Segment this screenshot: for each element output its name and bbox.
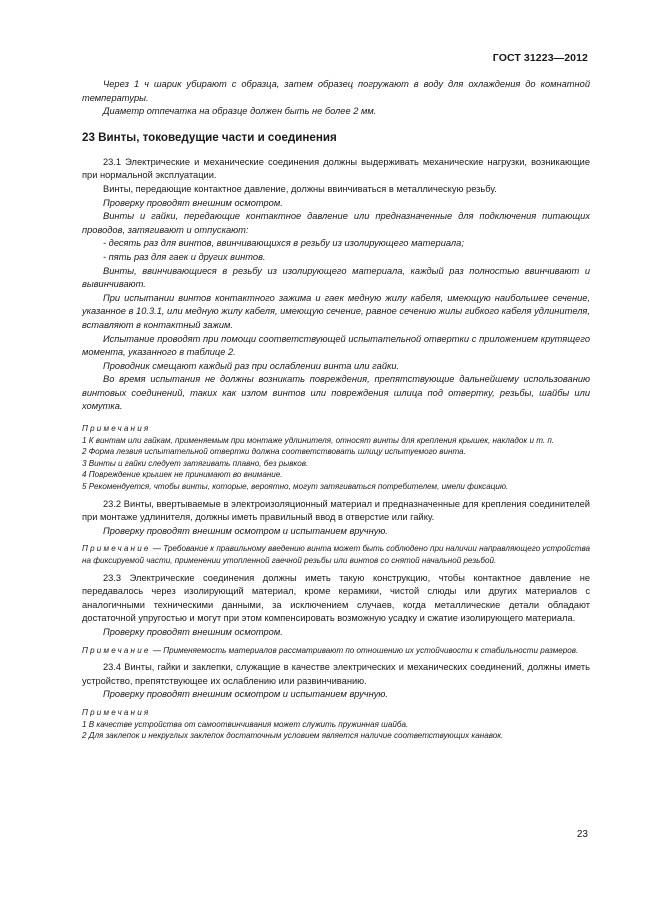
note-item: 1 В качестве устройства от самоотвинчивания может служить пружинная шайба.: [82, 719, 409, 729]
paragraph: Во время испытания не должны возникать повреждения, препятствующие дальнейшему использованию винтовых соединений, таких как излом винтов или повреждения шлица под отвертку, резьбы, шайбы или хомутка.: [82, 374, 590, 412]
check-method: Проверку проводят внешним осмотром.: [103, 626, 283, 637]
note-item: 4 Повреждение крышек не принимают во внимание.: [82, 470, 283, 480]
note-item: 3 Винты и гайки следует затягивать плавно, без рывков.: [82, 458, 309, 468]
note-label: Примечание: [82, 544, 151, 554]
note: [82, 543, 590, 566]
note-text: — Применяемость материалов рассматривают по отношению их устойчивости к стабильности размеров.: [150, 645, 579, 655]
note-text: — Требование к правильному введению винта может быть соблюдено при наличии направляющего устройства на фиксируемой части, применении утопленной гаечной резьбы или винтов со снятой начальной резьбой.: [82, 544, 590, 565]
paragraph: Винты и гайки, передающие контактное давление или предназначенные для подключения питающих проводов, затягивают и отпускают:: [82, 211, 590, 235]
note: [82, 645, 590, 657]
paragraph: Винты, передающие контактное давление, должны ввинчиваться в металлическую резьбу.: [103, 183, 497, 194]
note-label: Примечание: [82, 645, 151, 655]
clause-23-3: 23.3 Электрические соединения должны иметь такую конструкцию, чтобы контактное давление не передавалось через изолирующий материал, кроме керамики, чистой слюды или других материалов с аналогичными техническими данными, за исключением случаев, когда металлические детали обладают достаточной упругостью и могут при этом компенсировать возможную усадку и сжатие изолирующего материала.: [82, 572, 590, 624]
list-item: - десять раз для винтов, ввинчивающихся в резьбу из изолирующего материала;: [103, 238, 464, 249]
notes-heading: Примечания: [82, 424, 151, 434]
clause-23-2: 23.2 Винты, ввертываемые в электроизоляционный материал и предназначенные для крепления соединителей при монтаже удлинителя, должны иметь правильный ввод в отверстие или гайку.: [82, 498, 590, 523]
note-item: 5 Рекомендуется, чтобы винты, которые, вероятно, могут затягиваться потребителем, имели фиксацию.: [82, 482, 509, 492]
note-item: 2 Для заклепок и некруглых заклепок достаточным условием является наличие соответствующих канавок.: [82, 731, 504, 741]
check-method: Проверку проводят внешним осмотром и испытанием вручную.: [103, 525, 388, 536]
page-number: 23: [576, 829, 588, 840]
note-item: 1 К винтам или гайкам, применяемым при монтаже удлинителя, относят винты для крепления крышек, накладок и т. п.: [82, 435, 555, 445]
list-item: - пять раз для гаек и других винтов.: [103, 251, 266, 262]
clause-23-4: 23.4 Винты, гайки и заклепки, служащие в качестве электрических и механических соединений, должны иметь устройство, препятствующее их ослаблению или развинчиванию.: [82, 662, 590, 686]
paragraph: Испытание проводят при помощи соответствующей испытательной отвертки с приложением крутящего момента, указанного в таблице 2.: [82, 333, 590, 358]
check-method: Проверку проводят внешним осмотром и испытанием вручную.: [103, 689, 388, 700]
document-header: ГОСТ 31223—2012: [492, 52, 588, 64]
paragraph: При испытании винтов контактного зажима и гаек медную жилу кабеля, имеющую наибольшее сечение, указанное в 10.3.1, или медную жилу кабеля, имеющую сечение, равное сечению жилы гибкого кабеля удлинителя, вставляют в контактный зажим.: [82, 292, 590, 330]
paragraph: Проводник смещают каждый раз при ослаблении винта или гайки.: [103, 360, 400, 371]
notes-heading: Примечания: [82, 707, 151, 717]
section-title: 23 Винты, токоведущие части и соединения: [82, 130, 337, 144]
note-item: 2 Форма лезвия испытательной отвертки должна соответствовать шлицу испытуемого винта.: [82, 447, 466, 457]
page-body: [82, 78, 590, 742]
paragraph: Винты, ввинчивающиеся в резьбу из изолирующего материала, каждый раз полностью ввинчивают и вывинчивают.: [82, 265, 590, 290]
paragraph: Диаметр отпечатка на образце должен быть не более 2 мм.: [103, 106, 377, 117]
check-method: Проверку проводят внешним осмотром.: [103, 197, 283, 208]
paragraph: Через 1 ч шарик убирают с образца, затем образец погружают в воду для охлаждения до комнатной температуры.: [82, 79, 590, 103]
clause-23-1: 23.1 Электрические и механические соединения должны выдерживать механические нагрузки, возникающие при нормальной эксплуатации.: [82, 156, 590, 181]
